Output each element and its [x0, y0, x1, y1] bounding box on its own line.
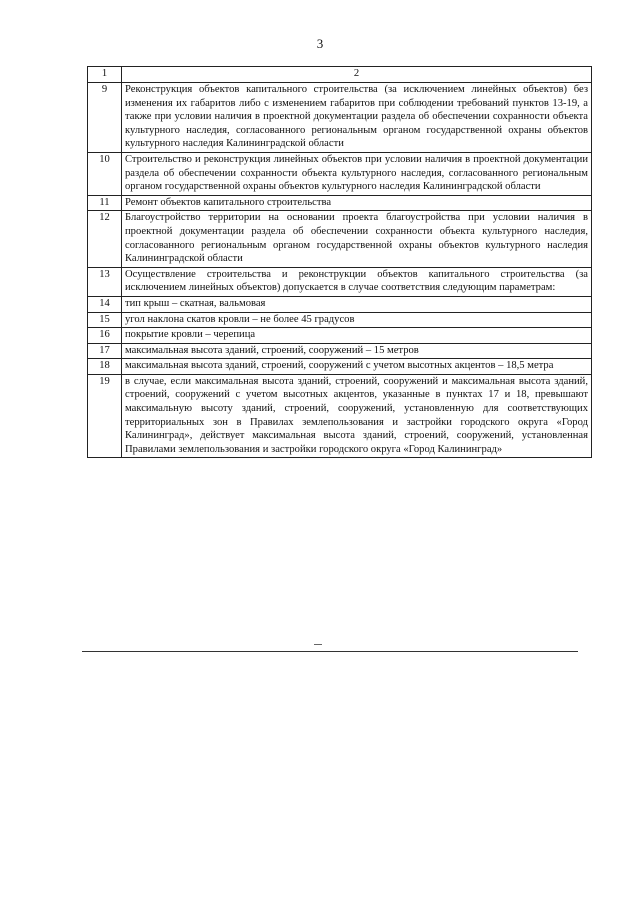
row-text: в случае, если максимальная высота зданий, строений, сооружений и максимальная высота зданий, строений, сооружений с учетом высотных акцентов, указанные в пунктах 17 и 18, превышают максимальную высоту зданий, строений, сооружений, установленную для соответствующих территориальных зон в Правилах землепользования и застройки городского округа «Город Калининград», действует максимальная высота зданий, строений, сооружений, установленная Правилами землепользования и застройки городского округа «Город Калининград»	[122, 374, 592, 458]
row-number: 14	[88, 296, 122, 312]
row-number: 16	[88, 328, 122, 344]
row-text: тип крыш – скатная, вальмовая	[122, 296, 592, 312]
row-number: 18	[88, 359, 122, 375]
row-number: 9	[88, 83, 122, 153]
table-row	[88, 152, 592, 195]
row-text: угол наклона скатов кровли – не более 45 градусов	[122, 312, 592, 328]
divider-mark	[314, 644, 322, 645]
header-col-1: 1	[88, 67, 122, 83]
row-number: 11	[88, 195, 122, 211]
row-text: Осуществление строительства и реконструкции объектов капитального строительства (за исключением линейных объектов) допускается в случае соответствия следующим параметрам:	[122, 267, 592, 296]
row-number: 13	[88, 267, 122, 296]
row-number: 19	[88, 374, 122, 458]
table-row	[88, 312, 592, 328]
header-col-2: 2	[122, 67, 592, 83]
table-row	[88, 374, 592, 458]
table-row	[88, 296, 592, 312]
table-row	[88, 328, 592, 344]
row-text: Благоустройство территории на основании проекта благоустройства при условии наличия в проектной документации раздела об обеспечении сохранности объекта культурного наследия, согласованного региональным органом государственной охраны объектов культурного наследия Калининградской области	[122, 211, 592, 267]
row-text: Ремонт объектов капитального строительства	[122, 195, 592, 211]
table-row	[88, 359, 592, 375]
row-number: 10	[88, 152, 122, 195]
row-text: покрытие кровли – черепица	[122, 328, 592, 344]
row-number: 15	[88, 312, 122, 328]
row-text: Реконструкция объектов капитального строительства (за исключением линейных объектов) без изменения их габаритов либо с изменением габаритов при соблюдении требований пунктов 13-19, а также при условии наличия в проектной документации раздела об обеспечении сохранности объекта культурного наследия, согласованного региональным органом государственной охраны объектов культурного наследия Калининградской области	[122, 83, 592, 153]
table-row	[88, 83, 592, 153]
row-text: максимальная высота зданий, строений, сооружений – 15 метров	[122, 343, 592, 359]
table-row	[88, 343, 592, 359]
end-of-document-line	[82, 651, 578, 652]
table-row	[88, 211, 592, 267]
table-row	[88, 195, 592, 211]
row-text: Строительство и реконструкция линейных объектов при условии наличия в проектной документации раздела об обеспечении сохранности объекта культурного наследия, согласованного региональным органом государственной охраны объектов культурного наследия Калининградской области	[122, 152, 592, 195]
table-row	[88, 267, 592, 296]
row-number: 12	[88, 211, 122, 267]
row-text: максимальная высота зданий, строений, сооружений с учетом высотных акцентов – 18,5 метра	[122, 359, 592, 375]
row-number: 17	[88, 343, 122, 359]
table-header-row	[88, 67, 592, 83]
regulations-table	[87, 66, 592, 458]
page-number: 3	[316, 36, 324, 51]
